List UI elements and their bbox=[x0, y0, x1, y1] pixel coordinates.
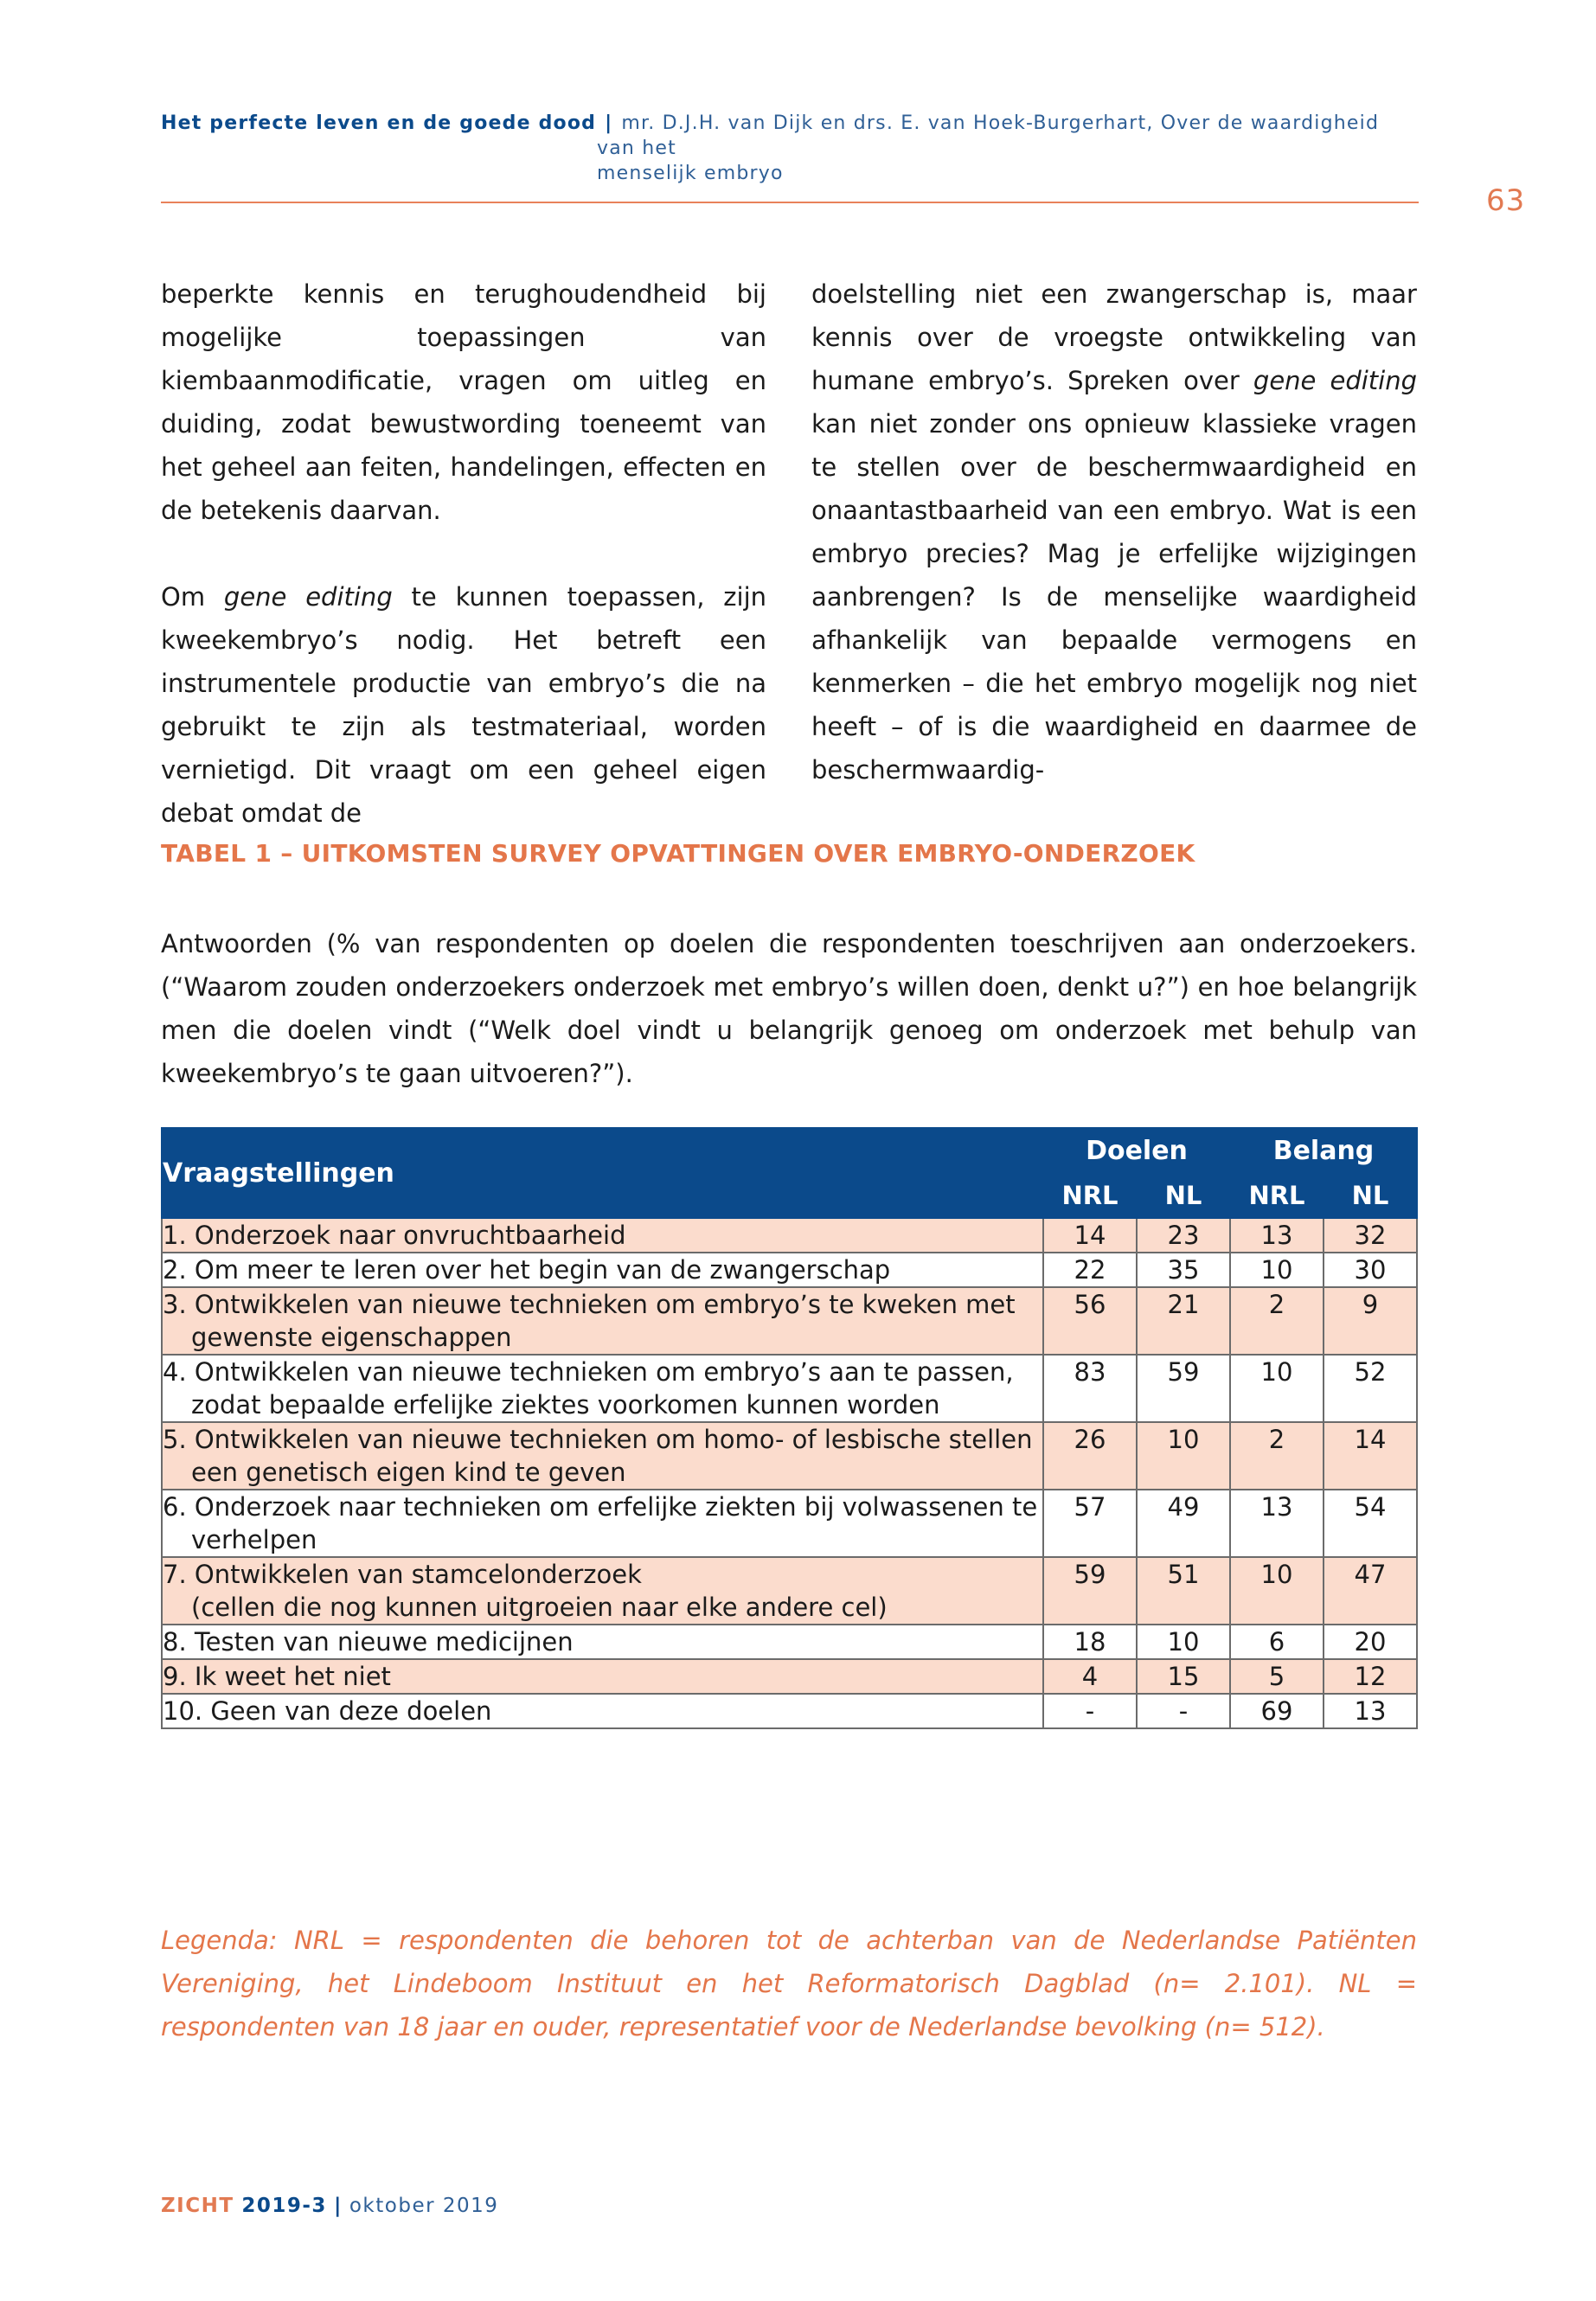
table-intro: Antwoorden (% van respondenten op doelen die respondenten toeschrijven aan onderzoekers. (“Waarom zouden onderzoekers onderzoek met embryo’s willen doen, denkt u?”) en hoe belangrijk men die doelen vindt (“Welk doel vindt u belangrijk genoeg om onderzoek met behulp van kweekembryo’s te gaan uitvoeren?”). bbox=[161, 929, 1417, 1088]
journal-name: ZICHT bbox=[161, 2195, 234, 2217]
column-group-belang: Belang bbox=[1230, 1128, 1417, 1173]
question-cell: 5. Ontwikkelen van nieuwe technieken om homo- of lesbische stellen een genetisch eigen kind te geven bbox=[163, 1425, 1033, 1487]
value-cell: 9 bbox=[1324, 1287, 1417, 1355]
value-cell: 18 bbox=[1043, 1625, 1137, 1659]
value-cell: 12 bbox=[1324, 1659, 1417, 1694]
value-cell: 49 bbox=[1137, 1490, 1230, 1557]
value-cell: 56 bbox=[1043, 1287, 1137, 1355]
value-cell: 20 bbox=[1324, 1625, 1417, 1659]
running-header bbox=[161, 111, 1415, 186]
header-separator: | bbox=[605, 112, 613, 134]
value-cell: 69 bbox=[1230, 1694, 1324, 1728]
value-cell: 13 bbox=[1230, 1490, 1324, 1557]
value-cell: 59 bbox=[1043, 1557, 1137, 1625]
footer-separator: | bbox=[333, 2195, 343, 2217]
value-cell: 52 bbox=[1324, 1355, 1417, 1422]
journal-section-title: Het perfecte leven en de goede dood bbox=[161, 112, 597, 134]
survey-table bbox=[161, 1127, 1418, 1729]
value-cell: 35 bbox=[1137, 1253, 1230, 1287]
value-cell: 2 bbox=[1230, 1287, 1324, 1355]
question-cell: 1. Onderzoek naar onvruchtbaarheid bbox=[163, 1221, 626, 1250]
value-cell: 54 bbox=[1324, 1490, 1417, 1557]
table-row bbox=[162, 1659, 1417, 1694]
question-cell: 3. Ontwikkelen van nieuwe technieken om embryo’s te kweken met gewenste eigenschappen bbox=[163, 1290, 1016, 1352]
table-row bbox=[162, 1253, 1417, 1287]
article-title-continued: menselijk embryo bbox=[597, 163, 784, 184]
value-cell: 10 bbox=[1230, 1355, 1324, 1422]
article-authors-title: mr. D.J.H. van Dijk en drs. E. van Hoek-Burgerhart, Over de waardigheid van het bbox=[597, 112, 1380, 159]
value-cell: 83 bbox=[1043, 1355, 1137, 1422]
subheader-nl: NL bbox=[1324, 1173, 1417, 1218]
value-cell: 51 bbox=[1137, 1557, 1230, 1625]
value-cell: 2 bbox=[1230, 1422, 1324, 1490]
table-row bbox=[162, 1422, 1417, 1490]
question-cell: 2. Om meer te leren over het begin van de zwangerschap bbox=[163, 1255, 891, 1285]
value-cell: 57 bbox=[1043, 1490, 1137, 1557]
value-cell: - bbox=[1137, 1694, 1230, 1728]
paragraph: doelstelling niet een zwangerschap is, maar kennis over de vroegste ontwikkeling van humane embryo’s. Spreken over gene editing kan niet zonder ons opnieuw klassieke vragen te stellen over de beschermwaardigheid en onaantastbaarheid van een embryo. Wat is een embryo precies? Mag je erfelijke wijzigingen aanbrengen? Is de menselijke waardigheid afhankelijk van bepaalde vermogens en kenmerken – die het embryo mogelijk nog niet heeft – of is die waardigheid en daarmee de beschermwaardig- bbox=[811, 279, 1418, 785]
value-cell: 14 bbox=[1043, 1218, 1137, 1253]
table-row bbox=[162, 1694, 1417, 1728]
value-cell: 10 bbox=[1137, 1625, 1230, 1659]
value-cell: 13 bbox=[1230, 1218, 1324, 1253]
table-title: TABEL 1 – UITKOMSTEN SURVEY OPVATTINGEN OVER EMBRYO-ONDERZOEK bbox=[161, 839, 1195, 868]
value-cell: 10 bbox=[1137, 1422, 1230, 1490]
table-legend: Legenda: NRL = respondenten die behoren tot de achterban van de Nederlandse Patiënten Vereniging, het Lindeboom Instituut en het Reformatorisch Dagblad (n= 2.101). NL = respondenten van 18 jaar en ouder, representatief voor de Nederlandse bevolking (n= 512). bbox=[161, 1926, 1417, 2041]
table-row bbox=[162, 1625, 1417, 1659]
header-rule bbox=[161, 202, 1419, 203]
value-cell: 23 bbox=[1137, 1218, 1230, 1253]
question-cell-note: (cellen die nog kunnen uitgroeien naar elke andere cel) bbox=[191, 1593, 888, 1622]
question-cell: 10. Geen van deze doelen bbox=[163, 1696, 492, 1726]
page-footer bbox=[161, 2195, 498, 2217]
value-cell: 47 bbox=[1324, 1557, 1417, 1625]
value-cell: 22 bbox=[1043, 1253, 1137, 1287]
subheader-nrl: NRL bbox=[1230, 1173, 1324, 1218]
column-group-doelen: Doelen bbox=[1043, 1128, 1230, 1173]
paragraph: beperkte kennis en terughoudendheid bij mogelijke toepassingen van kiembaanmodificatie, vragen om uitleg en duiding, zodat bewustwording toeneemt van het geheel aan feiten, handelingen, effecten en de betekenis daarvan. bbox=[161, 279, 766, 525]
value-cell: 32 bbox=[1324, 1218, 1417, 1253]
paragraph: Om gene editing te kunnen toepassen, zijn kweekembryo’s nodig. Het betreft een instrumentele productie van embryo’s die na gebruikt te zijn als testmateriaal, worden vernietigd. Dit vraagt om een geheel eigen debat omdat de bbox=[161, 582, 767, 828]
value-cell: 10 bbox=[1230, 1253, 1324, 1287]
question-cell: 9. Ik weet het niet bbox=[163, 1662, 391, 1691]
body-column-left bbox=[161, 272, 766, 835]
table-row bbox=[162, 1490, 1417, 1557]
subheader-nl: NL bbox=[1137, 1173, 1230, 1218]
value-cell: 4 bbox=[1043, 1659, 1137, 1694]
table-row bbox=[162, 1355, 1417, 1422]
value-cell: 14 bbox=[1324, 1422, 1417, 1490]
italic-term: gene editing bbox=[1253, 366, 1418, 395]
issue-date: oktober 2019 bbox=[349, 2195, 499, 2217]
question-cell: 7. Ontwikkelen van stamcelonderzoek bbox=[163, 1560, 642, 1589]
value-cell: 15 bbox=[1137, 1659, 1230, 1694]
value-cell: 10 bbox=[1230, 1557, 1324, 1625]
body-column-right bbox=[811, 272, 1417, 792]
table-row bbox=[162, 1557, 1417, 1625]
value-cell: 30 bbox=[1324, 1253, 1417, 1287]
table-row bbox=[162, 1287, 1417, 1355]
subheader-nrl: NRL bbox=[1043, 1173, 1137, 1218]
journal-issue: 2019-3 bbox=[241, 2195, 327, 2217]
question-cell: 4. Ontwikkelen van nieuwe technieken om embryo’s aan te passen, zodat bepaalde erfelijke ziektes voorkomen kunnen worden bbox=[163, 1357, 1014, 1420]
table-row bbox=[162, 1218, 1417, 1253]
value-cell: 13 bbox=[1324, 1694, 1417, 1728]
value-cell: 6 bbox=[1230, 1625, 1324, 1659]
value-cell: 21 bbox=[1137, 1287, 1230, 1355]
value-cell: - bbox=[1043, 1694, 1137, 1728]
page-number: 63 bbox=[1486, 183, 1526, 218]
value-cell: 5 bbox=[1230, 1659, 1324, 1694]
question-cell: 8. Testen van nieuwe medicijnen bbox=[163, 1627, 574, 1657]
value-cell: 59 bbox=[1137, 1355, 1230, 1422]
italic-term: gene editing bbox=[223, 582, 393, 612]
column-header-questions: Vraagstellingen bbox=[162, 1128, 1043, 1218]
question-cell: 6. Onderzoek naar technieken om erfelijke ziekten bij volwassenen te verhelpen bbox=[163, 1492, 1038, 1554]
value-cell: 26 bbox=[1043, 1422, 1137, 1490]
